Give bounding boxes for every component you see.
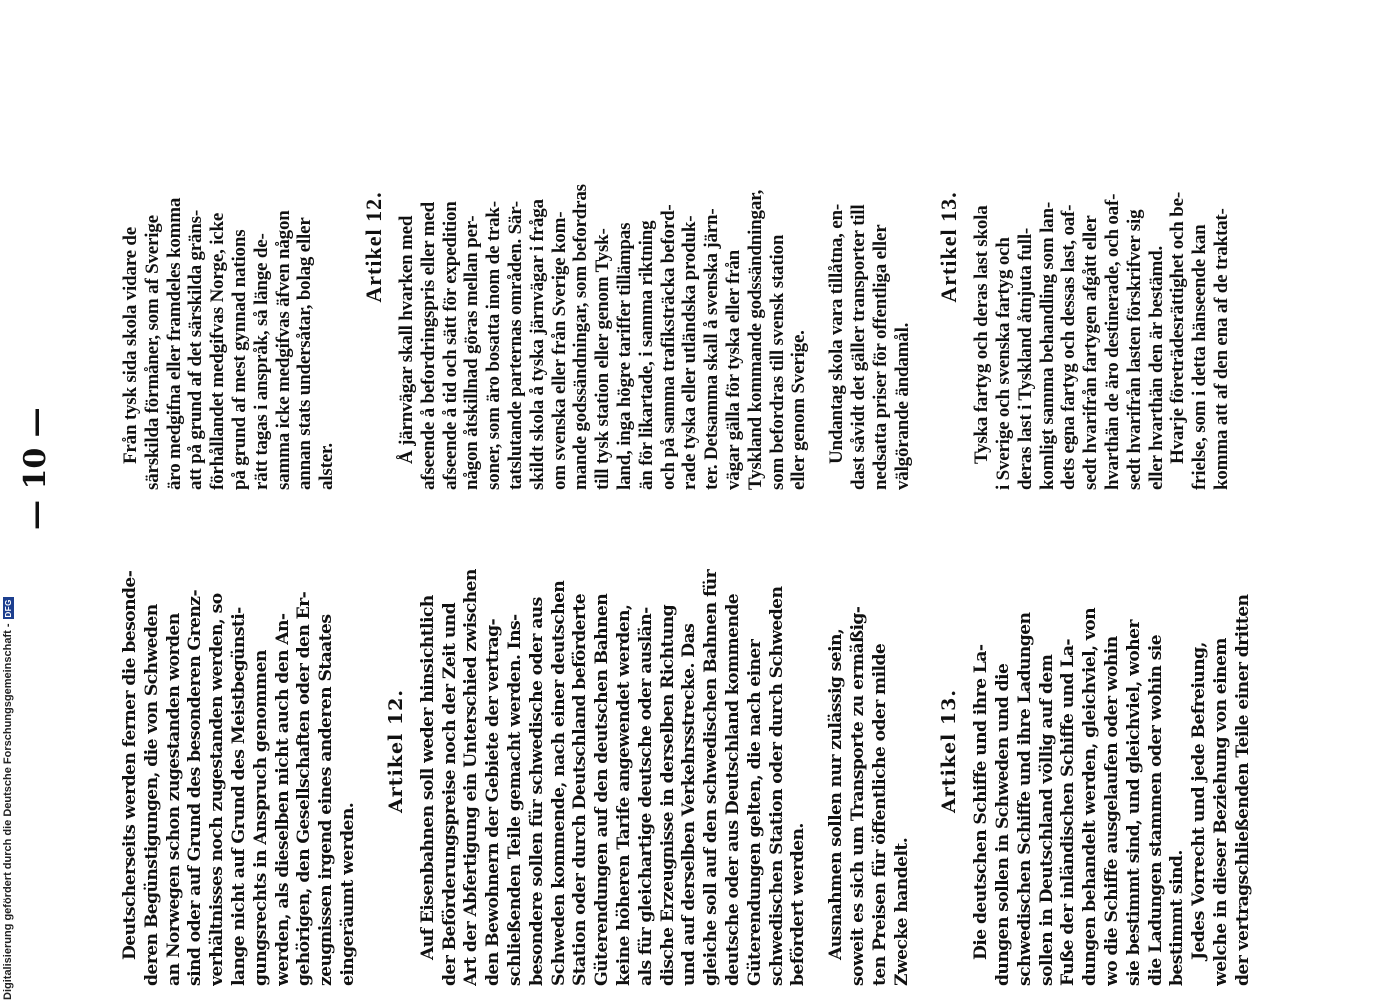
text-line: till tysk station eller genom Tysk- (592, 228, 614, 490)
text-line: Station oder durch Deutschland beförderte (570, 593, 591, 986)
text-line: verhältnisses noch zugestanden werden, so (207, 593, 228, 986)
text-line: schließenden Teile gemacht werden. Ins- (504, 614, 525, 986)
text-line: dast såvidt det gäller transporter till (847, 204, 869, 490)
text-line: sedt hvarifrån lasten förskrifver sig (1123, 209, 1145, 490)
text-line: welche in dieser Beziehung von einem (1211, 638, 1232, 986)
digitization-credit-text: Digitalisierung gefördert durch die Deutsche Forschungsgemeinschaft - (2, 623, 14, 1000)
text-line: Hvarje företrädesrättighet och be- (1167, 192, 1189, 464)
swedish-article-13-paragraph (971, 4, 1167, 490)
text-line: mande godssändningar, som befordras (570, 184, 592, 490)
text-line: ter. Detsamma skall å svenska järn- (701, 208, 723, 490)
german-article-13-heading: Artikel 13. (938, 689, 961, 813)
swedish-article-12-exceptions-paragraph (826, 4, 913, 490)
text-line: der vertragschließenden Teile einer dritten (1232, 594, 1253, 986)
text-line: annan stats undersåtar, bolag eller (294, 217, 316, 490)
text-line: Tyska fartyg och deras last skola (971, 205, 993, 464)
text-line: die Ladungen stammen oder wohin sie (1145, 634, 1166, 986)
text-line: tatslutande parternas områden. Sär- (504, 201, 526, 490)
german-article-12-heading: Artikel 12. (384, 689, 407, 813)
text-line: och på samma trafiksträcka beford- (657, 204, 679, 490)
text-line: någon åtskillnad göras mellan per- (461, 215, 483, 490)
text-line: Ausnahmen sollen nur zulässig sein, (826, 628, 847, 960)
text-line: Från tysk sida skola vidare de (120, 227, 141, 464)
text-line: sie bestimmt sind, und gleichviel, woher (1123, 620, 1144, 986)
text-line: keine höheren Tarife angewendet werden, (613, 604, 634, 986)
page-number: — 10 — (18, 407, 53, 530)
german-intro-paragraph (120, 516, 360, 986)
text-line: Art der Abfertigung ein Unterschied zwischen (461, 569, 482, 986)
text-line: nedsatta priser för offentliga eller (869, 224, 891, 490)
text-line: dische Erzeugnisse in derselben Richtung (657, 604, 678, 986)
text-line: Die deutschen Schiffe und ihre La- (971, 644, 992, 960)
text-line: soweit es sich um Transporte zu ermäßig- (847, 606, 868, 986)
swedish-article-12-heading: Artikel 12. (360, 191, 386, 303)
text-line: dets egna fartyg och dessas last, oaf- (1058, 204, 1080, 490)
text-line: lange nicht auf Grund des Meistbegünsti- (228, 607, 249, 986)
text-line: Jedes Vorrecht und jede Befreiung, (1189, 642, 1210, 960)
text-line: eller genom Sverige. (788, 330, 810, 490)
swedish-column (120, 4, 1233, 490)
text-line: der Beförderungspreise noch der Zeit und (439, 602, 460, 986)
swedish-article-13-heading: Artikel 13. (936, 191, 962, 303)
swedish-intro-paragraph (120, 4, 338, 490)
german-article-13-paragraph (971, 516, 1189, 986)
text-line: hvarthän de äro destinerade, och oaf- (1102, 193, 1124, 490)
text-line: Auf Eisenbahnen soll weder hinsichtlich (417, 595, 438, 960)
text-line: Undantag skola vara tillåtna, en- (826, 204, 848, 464)
text-line: schwedischen Schiffe und ihre Ladungen (1014, 612, 1035, 986)
text-line: wo die Schiffe ausgelaufen oder wohin (1102, 636, 1123, 986)
text-line: an Norwegen schon zugestanden worden (163, 613, 184, 986)
text-line: als für gleichartige deutsche oder auslän- (635, 607, 656, 986)
text-line: sind oder auf Grund des besonderen Grenz- (185, 590, 206, 986)
text-line: deren Begünstigungen, die von Schweden (141, 604, 162, 986)
text-line: und auf derselben Verkehrsstrecke. Das (679, 623, 700, 986)
text-line: Fuße der inländischen Schiffe und La- (1058, 639, 1079, 986)
text-line: gungsrechts in Anspruch genommen (250, 650, 271, 986)
text-line: rade tyska eller utländska produk- (679, 215, 701, 490)
text-line: eingeräumt werden. (337, 802, 358, 986)
text-line: än för likartade, i samma riktning (635, 220, 657, 490)
text-line: förhållandet medgifvas Norge, icke (207, 212, 229, 490)
text-line: Å järnvägar skall hvarken med (395, 215, 417, 464)
german-column (120, 516, 1255, 986)
text-line: samma icke medgifvas äfven någon (272, 210, 294, 490)
text-line: gehörigen, den Gesellschaften oder den Er- (294, 591, 315, 986)
german-article-12-exceptions-paragraph (826, 516, 913, 986)
text-line: deras last i Tyskland åtnjuta full- (1014, 227, 1036, 490)
text-line: att på grund af det särskilda gräns- (185, 210, 207, 490)
text-line: besondere sollen für schwedische oder aus (526, 597, 547, 986)
text-line: deutsche oder aus Deutschland kommende (722, 593, 743, 986)
swedish-article-12-paragraph (396, 4, 810, 490)
text-line: i Sverige och svenska fartyg och (993, 237, 1015, 490)
text-line: Deutscherseits werden ferner die besonde- (120, 570, 140, 960)
text-line: den Bewohnern der Gebiete der vertrag- (483, 618, 504, 986)
text-line: dungen behandelt werden, gleichviel, von (1080, 607, 1101, 986)
text-line: frielse, som i detta hänseende kan (1189, 224, 1211, 490)
text-line: särskilda förmåner, som af Sverige (141, 215, 163, 490)
text-line: land, inga högre tariffer tillämpas (613, 222, 635, 490)
text-line: komligt samma behandling som lan- (1036, 202, 1058, 490)
text-line: Tyskland kommande godssändningar, (744, 189, 766, 490)
text-line: Schweden kommende, nach einer deutschen (548, 580, 569, 986)
text-line: befördert werden. (788, 823, 809, 986)
text-line: afseende å tid och sätt för expedition (439, 201, 461, 490)
text-line: Güterendungen auf den deutschen Bahnen (592, 593, 613, 986)
german-article-12-paragraph (418, 516, 810, 986)
text-line: soner, som äro bosatta inom de trak- (483, 201, 505, 490)
text-line: schwedischen Station oder durch Schweden (766, 586, 787, 986)
text-line: om svenska eller från Sverige kom- (548, 211, 570, 490)
text-line: gleiche soll auf den schwedischen Bahnen für (701, 569, 722, 986)
text-line: skildt skola å tyska järnvägar i fråga (526, 199, 548, 490)
text-line: välgörande ändamål. (891, 322, 913, 490)
swedish-article-13-privileges-paragraph (1167, 4, 1232, 490)
text-line: vägar gälla för tyska eller från (722, 249, 744, 490)
text-line: som befordras till svensk station (766, 234, 788, 490)
text-line: sollen in Deutschland völlig auf dem (1036, 654, 1057, 986)
text-line: zeugnissen irgend eines anderen Staates (316, 614, 337, 986)
text-line: afseende å befordringspris eller med (417, 202, 439, 490)
digitization-credit (2, 597, 14, 1000)
text-line: Güterendungen gelten, die nach einer (744, 639, 765, 986)
text-line: på grund af mest gynnad nations (228, 229, 250, 490)
text-line: werden, als dieselben nicht auch den An- (272, 613, 293, 986)
text-line: alster. (316, 443, 338, 490)
text-line: äro medgifna eller framdeles komma (163, 197, 185, 490)
text-line: sedt hvarifrån fartygen afgått eller (1080, 215, 1102, 490)
dfg-logo-icon: DFG (3, 599, 13, 618)
text-line: bestimmt sind. (1167, 850, 1188, 986)
text-line: rätt tagas i anspråk, så länge de- (250, 233, 272, 490)
text-line: komma att af den ena af de traktat- (1211, 208, 1233, 490)
text-line: Zwecke handelt. (891, 837, 912, 986)
german-article-13-privileges-paragraph (1189, 516, 1254, 986)
text-line: dungen sollen in Schweden und die (993, 663, 1014, 986)
text-line: ten Preisen für öffentliche oder milde (869, 643, 890, 986)
text-line: eller hvarthän den är bestämd. (1145, 246, 1167, 490)
